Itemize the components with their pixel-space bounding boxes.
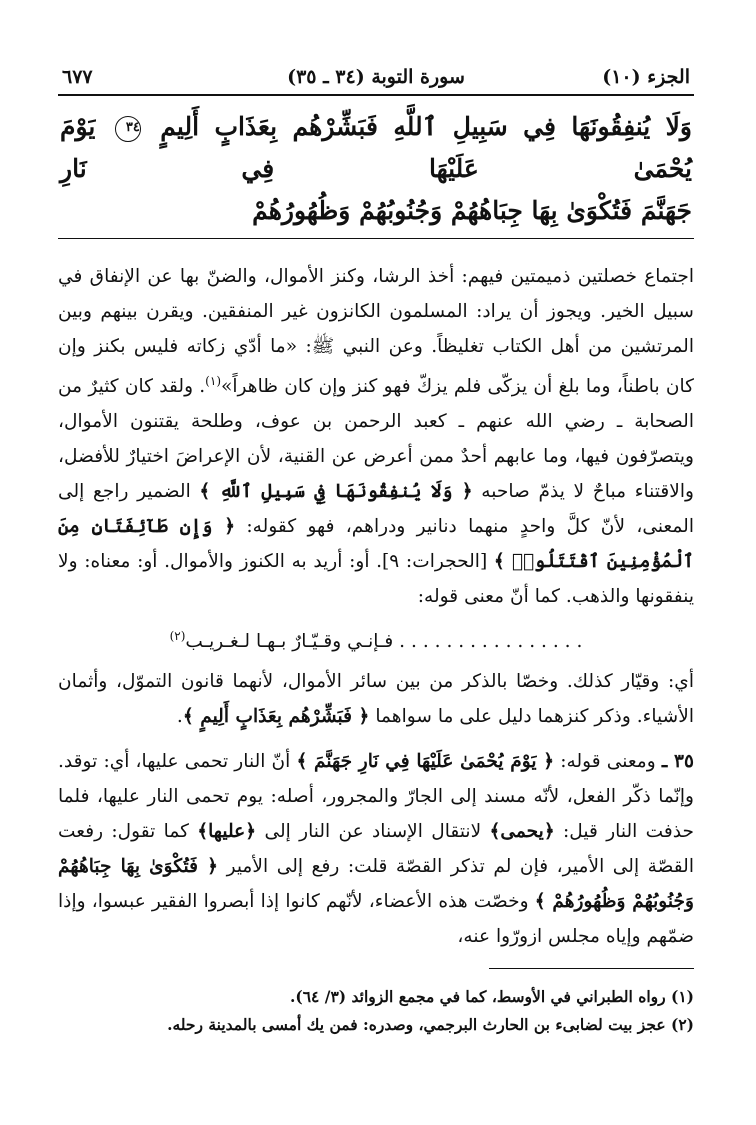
footnote-divider bbox=[489, 968, 694, 969]
verse-line-2 bbox=[60, 190, 692, 232]
verse-number-marker: ٣٤ bbox=[115, 116, 141, 142]
text: اجتماع خصلتين ذميمتين فيهم: أخذ الرشا، وكنز الأموال، والضنّ بها عن الإنفاق في سبيل الخير. ويجوز أن يراد: المسلمون الكانزون غير المنفقين. ويقرن بينهم وبين المرتشين من أهل الكتاب تغليظاً. وعن النبي ﷺ: «ما أدّي زكاته فليس بكنز وإن كان باطناً، وما بلغ أن يزكّى فلم يزكّ فهو كنز وإن كان ظاهراً» bbox=[58, 266, 694, 398]
text: الضمير راجع إلى المعنى، لأنّ كلَّ واحدٍ منهما دنانير ودراهم، فهو كقوله: bbox=[58, 481, 694, 538]
paragraph bbox=[58, 259, 694, 614]
text: كما تقول: رفعت القصّة إلى الأمير، فإن لم تذكر القصّة قلت: رفع إلى الأمير bbox=[58, 821, 694, 878]
footnote-ref: (١) bbox=[205, 374, 221, 388]
poem-text: . . . . . . . . . . . . . . . . فـإنـي وقـيّـارٌ بـهـا لـغـريـب bbox=[185, 631, 583, 653]
quran-quote: ﴿ وَلَا يُنفِقُونَهَا فِي سَبِيلِ ٱللَّهِ ﴾ bbox=[199, 481, 473, 503]
verse-text: جَهَنَّمَ فَتُكْوَىٰ بِهَا جِبَاهُهُمْ وَجُنُوبُهُمْ وَظُهُورُهُمْ bbox=[252, 196, 692, 225]
juz-label: الجزء (١٠) bbox=[602, 66, 690, 88]
verse-text: وَلَا يُنفِقُونَهَا فِي سَبِيلِ ٱللَّهِ فَبَشِّرْهُم بِعَذَابٍ أَلِيمٍ bbox=[160, 112, 692, 141]
paragraph bbox=[58, 744, 694, 954]
text: أي: وقيّار كذلك. وخصّا بالذكر من بين سائر الأموال، لأنهما قانون التموّل، وأثمان الأشياء. وذكر كنزهما دليل على ما سواهما bbox=[58, 671, 694, 728]
text: لانتقال الإسناد عن النار إلى bbox=[264, 821, 482, 843]
text: أنّ النار تحمى عليها، أي: توقد. وإنّما ذكّر الفعل، لأنّه مسند إلى الجارّ والمجرور، أصله: يوم تحمى النار عليها، فلما حذفت النار قيل: bbox=[58, 751, 694, 843]
verse-text: يَوْمَ يُحْمَىٰ عَلَيْهَا فِي نَارِ bbox=[60, 112, 692, 183]
commentary-body bbox=[58, 259, 694, 954]
footnote-ref: (٢) bbox=[169, 629, 186, 644]
poem-verse bbox=[58, 614, 694, 664]
page bbox=[58, 62, 694, 1039]
footnote: (٢) عجز بيت لضابىء بن الحارث البرجمي، وصدره: فمن يك أمسى بالمدينة رحله. bbox=[167, 1015, 694, 1035]
text: . bbox=[176, 706, 183, 728]
page-header bbox=[58, 62, 694, 92]
quran-quote: ﴿ فَبَشِّرْهُم بِعَذَابٍ أَلِيمٍ ﴾ bbox=[182, 706, 370, 728]
text: وخصّت هذه الأعضاء، لأنّهم كانوا إذا أبصروا الفقير عبسوا، وإذا ضمّهم وإياه مجلس ازورّوا عنه، bbox=[58, 891, 694, 948]
quran-quote: ﴿ يَوْمَ يُحْمَىٰ عَلَيْهَا فِي نَارِ جَهَنَّمَ ﴾ bbox=[296, 751, 555, 773]
verse-number: ٣٥ ـ bbox=[661, 751, 694, 773]
quran-quote: ﴿عليها﴾ bbox=[197, 821, 257, 843]
footnotes bbox=[58, 983, 694, 1039]
quran-quote: ﴿يحمى﴾ bbox=[489, 821, 555, 843]
verse-line-1 bbox=[60, 106, 692, 190]
quran-quote: ﴿ وَإِن طَآئِفَتَانِ مِنَ ٱلْمُؤْمِنِينَ ٱقْتَتَلُوا۟ ﴾ bbox=[58, 516, 694, 573]
quran-verse-block bbox=[58, 106, 694, 232]
header-divider bbox=[58, 94, 694, 96]
text: ومعنى قوله: bbox=[560, 751, 656, 773]
surah-title: سورة التوبة (٣٤ ـ ٣٥) bbox=[287, 66, 465, 88]
page-number: ٦٧٧ bbox=[62, 66, 93, 88]
text: . ولقد كان كثيرٌ من الصحابة ـ رضي الله عنهم ـ كعبد الرحمن بن عوف، وطلحة يقتنون الأموال، ويتصرّفون فيها، وما عابهم أحدٌ ممن أعرض عن القنية، لأن الإعراضَ اختيارٌ للأفضل، والاقتناء مباحٌ لا يذمّ صاحبه bbox=[58, 376, 694, 503]
quran-quote: ﴿ فَتُكْوَىٰ بِهَا جِبَاهُهُمْ وَجُنُوبُهُمْ وَظُهُورُهُمْ ﴾ bbox=[58, 856, 694, 913]
paragraph bbox=[58, 664, 694, 734]
verse-divider bbox=[58, 238, 694, 239]
footnote: (١) رواه الطبراني في الأوسط، كما في مجمع الزوائد (٣/ ٦٤). bbox=[290, 987, 694, 1007]
text: [الحجرات: ٩]. أو: أريد به الكنوز والأموال. أو: معناه: ولا ينفقونها والذهب. كما أنّ معنى قوله: bbox=[58, 551, 694, 608]
